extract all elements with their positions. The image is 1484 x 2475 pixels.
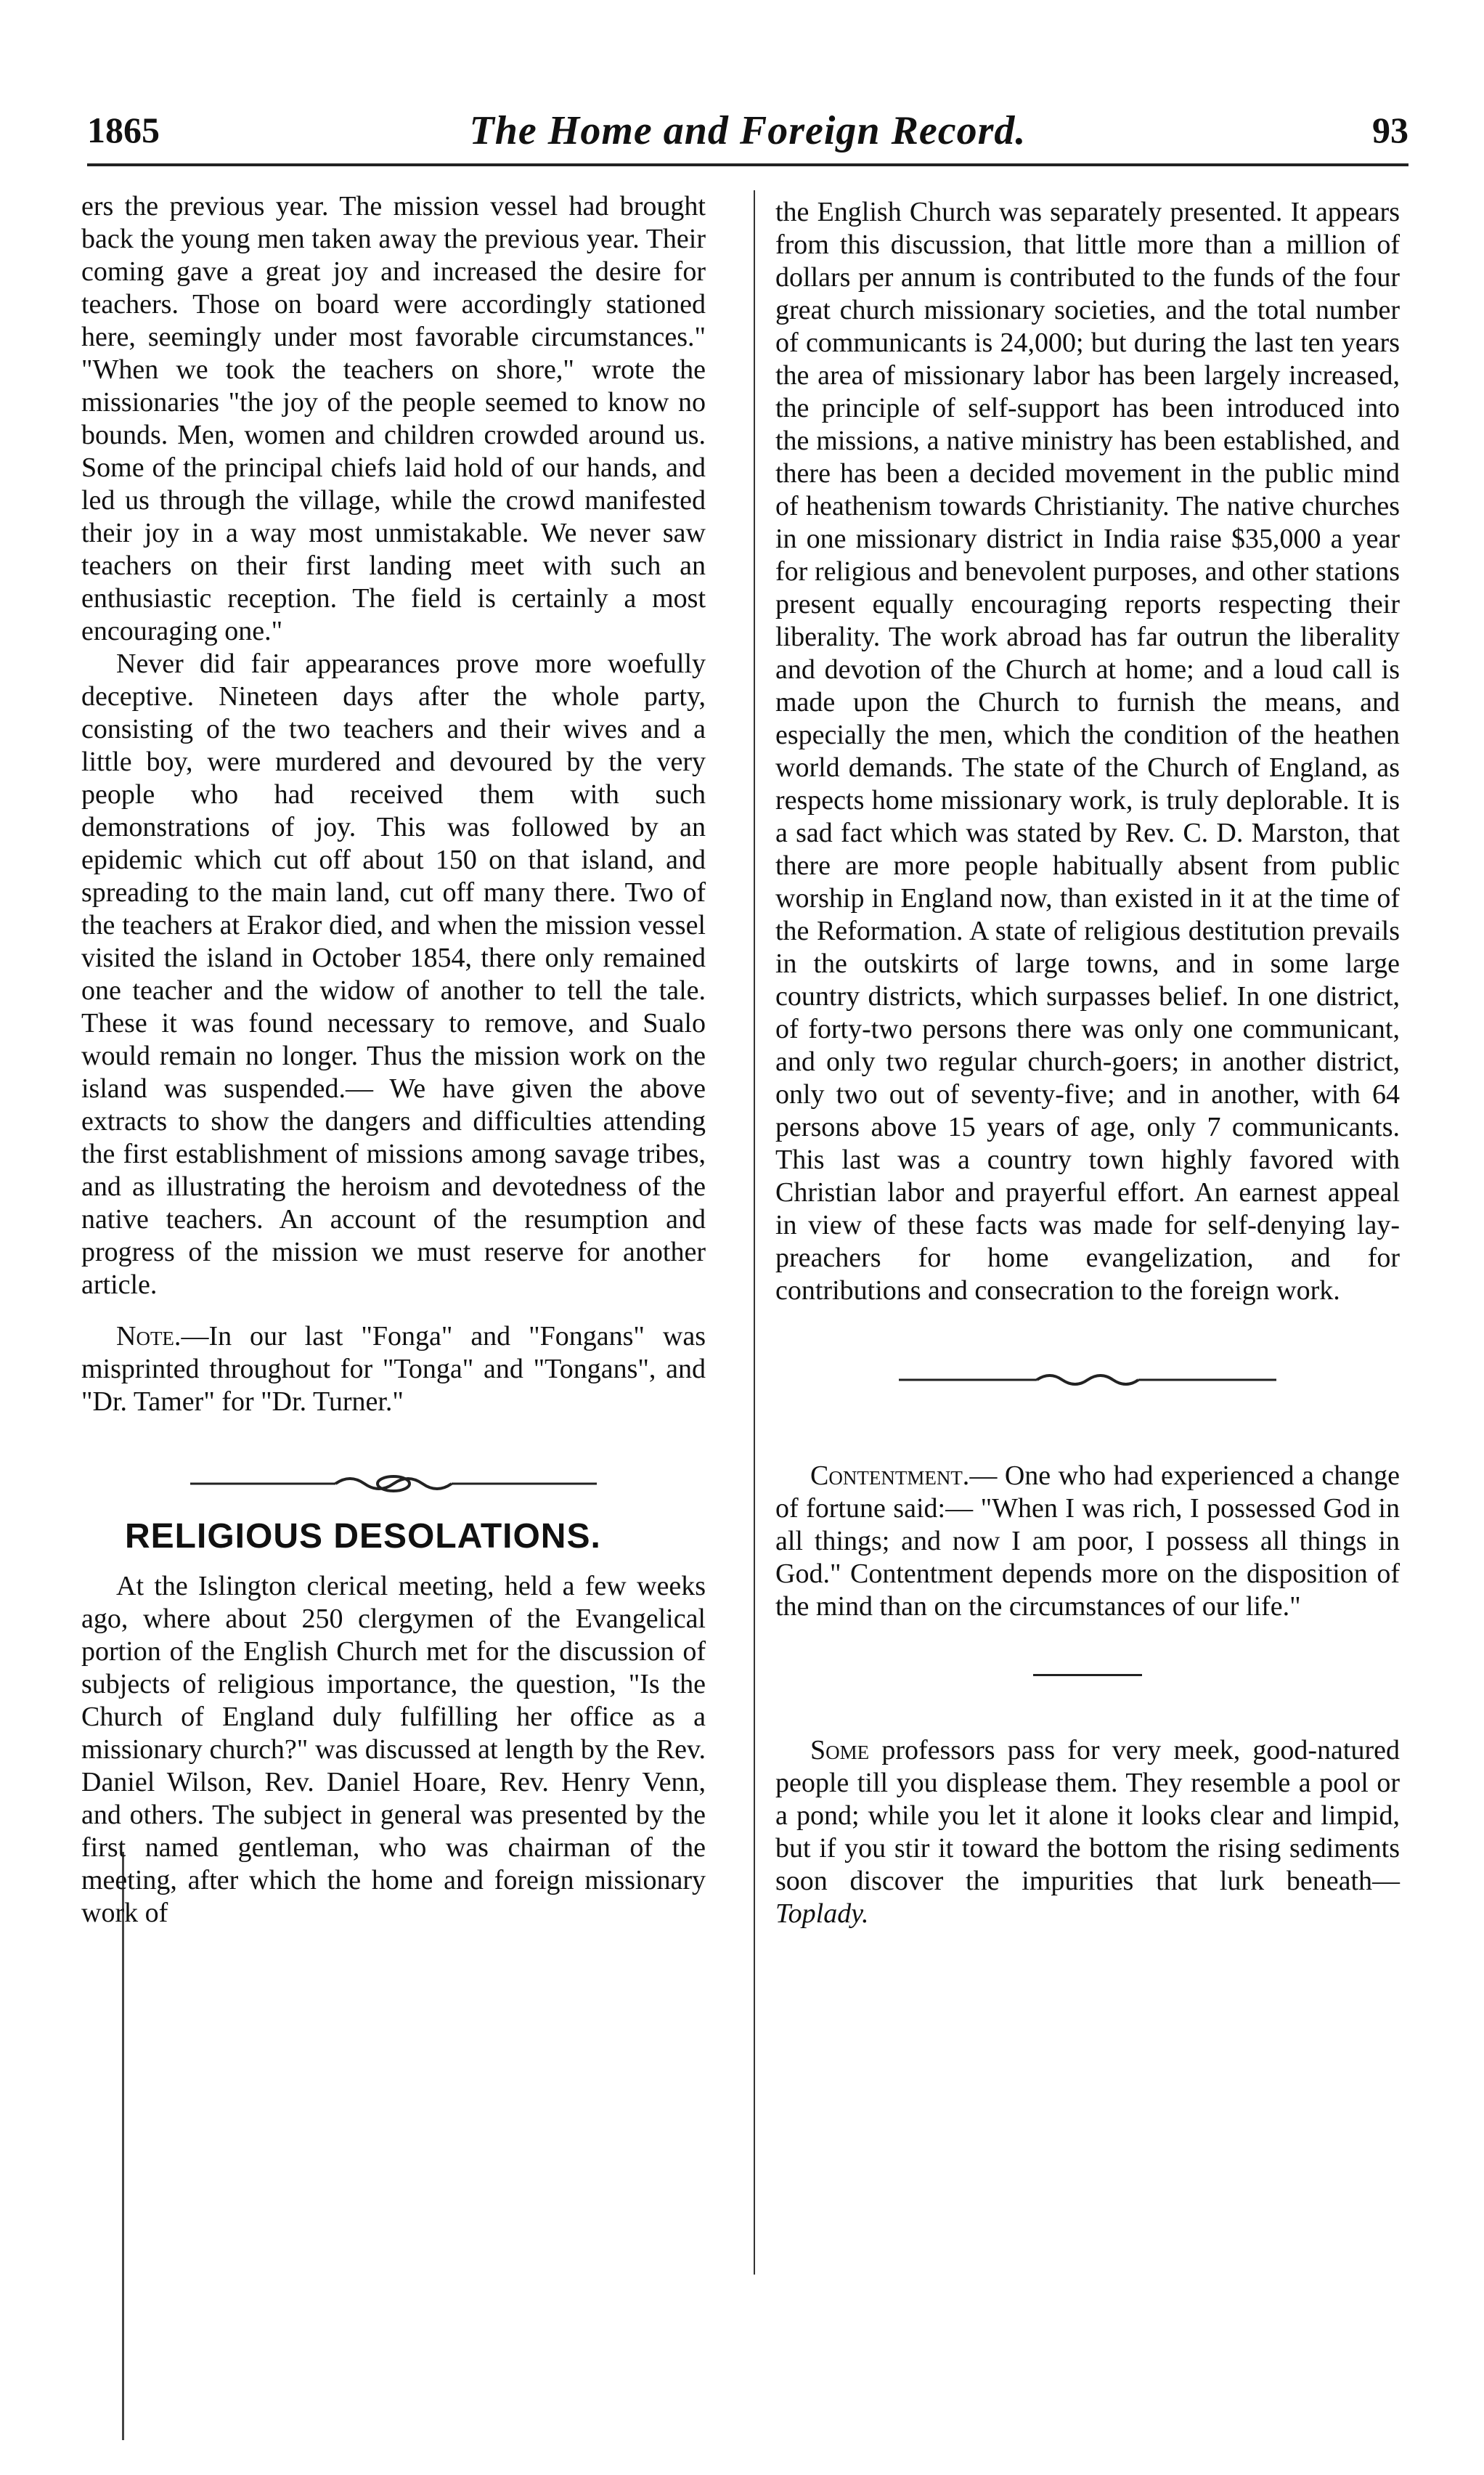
some-text: professors pass for very meek, good-natured people till you displease them. They resemble a pool or a pond; while you let it alone it looks clear and limpid, but if you stir it toward the bottom the rising sediments soon discover the impurities that lurk beneath— bbox=[775, 1735, 1400, 1896]
right-column bbox=[775, 196, 1400, 1930]
short-rule bbox=[1033, 1674, 1142, 1676]
page-number: 93 bbox=[1372, 110, 1408, 150]
contentment-label: Contentment. bbox=[810, 1460, 970, 1491]
margin-line bbox=[122, 1852, 124, 2440]
left-column bbox=[81, 190, 706, 1930]
column-divider bbox=[754, 190, 755, 2275]
some-author: Toplady. bbox=[775, 1898, 869, 1929]
contentment-text: — One who had experienced a change of fortune said:— "When I was rich, I possessed God in all things; and now I am poor, I possess all things in God." Contentment depends more on the disposition of the mind than on the circumstances of our life." bbox=[775, 1460, 1400, 1622]
section-title: RELIGIOUS DESOLATIONS. bbox=[125, 1517, 601, 1556]
ornamental-rule-icon bbox=[81, 1462, 706, 1505]
right-paragraph-1: the English Church was separately presented. It appears from this discussion, that little more than a million of dollars per annum is contributed to the funds of the four great church missionary societies, and the total number of communicants is 24,000; but during the last ten years the area of missionary labor has been largely increased, the principle of self-support has been introduced into the missions, a native ministry has been established, and there has been a decided movement in the public mind of heathenism towards Christianity. The native churches in one missionary district in India raise $35,000 a year for religious and benevolent purposes, and other stations present equally encouraging reports respecting their liberality. The work abroad has far outrun the liberality and devotion of the Church at home; and a loud call is made upon the Church to furnish the means, and especially the men, which the condition of the heathen world demands. The state of the Church of England, as respects home missionary work, is truly deplorable. It is a sad fact which was stated by Rev. C. D. Marston, that there are more people habitually absent from public worship in England now, than existed in it at the time of the Reformation. A state of religious destitution prevails in the outskirts of large towns, and in some large country districts, which surpasses belief. In one district, of forty-two persons there was only one communicant, and only two regular church-goers; in another district, only two out of seventy-five; and in another, with 64 persons above 15 years of age, only 7 communicants. This last was a country town highly favored with Christian labor and prayerful effort. An earnest appeal in view of these facts was made for self-denying lay-preachers for home evangelization, and for contributions and consecration to the foreign work. bbox=[775, 197, 1400, 1306]
page-header bbox=[87, 102, 1408, 160]
left-paragraph-3: At the Islington clerical meeting, held a few weeks ago, where about 250 clergymen of the Evangelical portion of the English Church met for the discussion of subjects of religious importance, the question, "Is the Church of England duly fulfilling her office as a missionary church?" was discussed at length by the Rev. Daniel Wilson, Rev. Daniel Hoare, Rev. Henry Venn, and others. The subject in general was presented by the first named gentleman, who was chairman of the meeting, after which the home and foreign missionary work of bbox=[81, 1571, 706, 1928]
ornamental-rule-icon bbox=[775, 1358, 1400, 1402]
journal-title: The Home and Foreign Record. bbox=[469, 108, 1027, 153]
header-rule bbox=[87, 163, 1408, 166]
note-label: Note. bbox=[116, 1321, 182, 1352]
note-paragraph bbox=[81, 1320, 706, 1418]
some-label: Some bbox=[810, 1735, 870, 1765]
note-text: —In our last "Fonga" and "Fongans" was misprinted throughout for "Tonga" and "Tongans", and "Dr. Tamer" for "Dr. Turner." bbox=[81, 1321, 706, 1417]
some-paragraph bbox=[775, 1734, 1400, 1930]
contentment-paragraph bbox=[775, 1460, 1400, 1623]
header-year: 1865 bbox=[87, 110, 160, 150]
left-paragraph-2: Never did fair appearances prove more woefully deceptive. Nineteen days after the whole party, consisting of the two teachers and their wives and a little boy, were murdered and devoured by the very people who had received them with such demonstrations of joy. This was followed by an epidemic which cut off about 150 on that island, and spreading to the main land, cut off many there. Two of the teachers at Erakor died, and when the mission vessel visited the island in October 1854, there only remained one teacher and the widow of another to tell the tale. These it was found necessary to remove, and Sualo would remain no longer. Thus the mission work on the island was suspended.— We have given the above extracts to show the dangers and difficulties attending the first establishment of missions among savage tribes, and as illustrating the heroism and devotedness of the native teachers. An account of the resumption and progress of the mission we must reserve for another article. bbox=[81, 649, 706, 1300]
left-paragraph-1: ers the previous year. The mission vessel had brought back the young men taken away the previous year. Their coming gave a great joy and increased the desire for teachers. Those on board were accordingly stationed here, seemingly under most favorable circumstances." "When we took the teachers on shore," wrote the missionaries "the joy of the people seemed to know no bounds. Men, women and children crowded around us. Some of the principal chiefs laid hold of our hands, and led us through the village, while the crowd manifested their joy in a way most unmistakable. We never saw teachers on their first landing meet with such an enthusiastic reception. The field is certainly a most encouraging one." bbox=[81, 191, 706, 646]
